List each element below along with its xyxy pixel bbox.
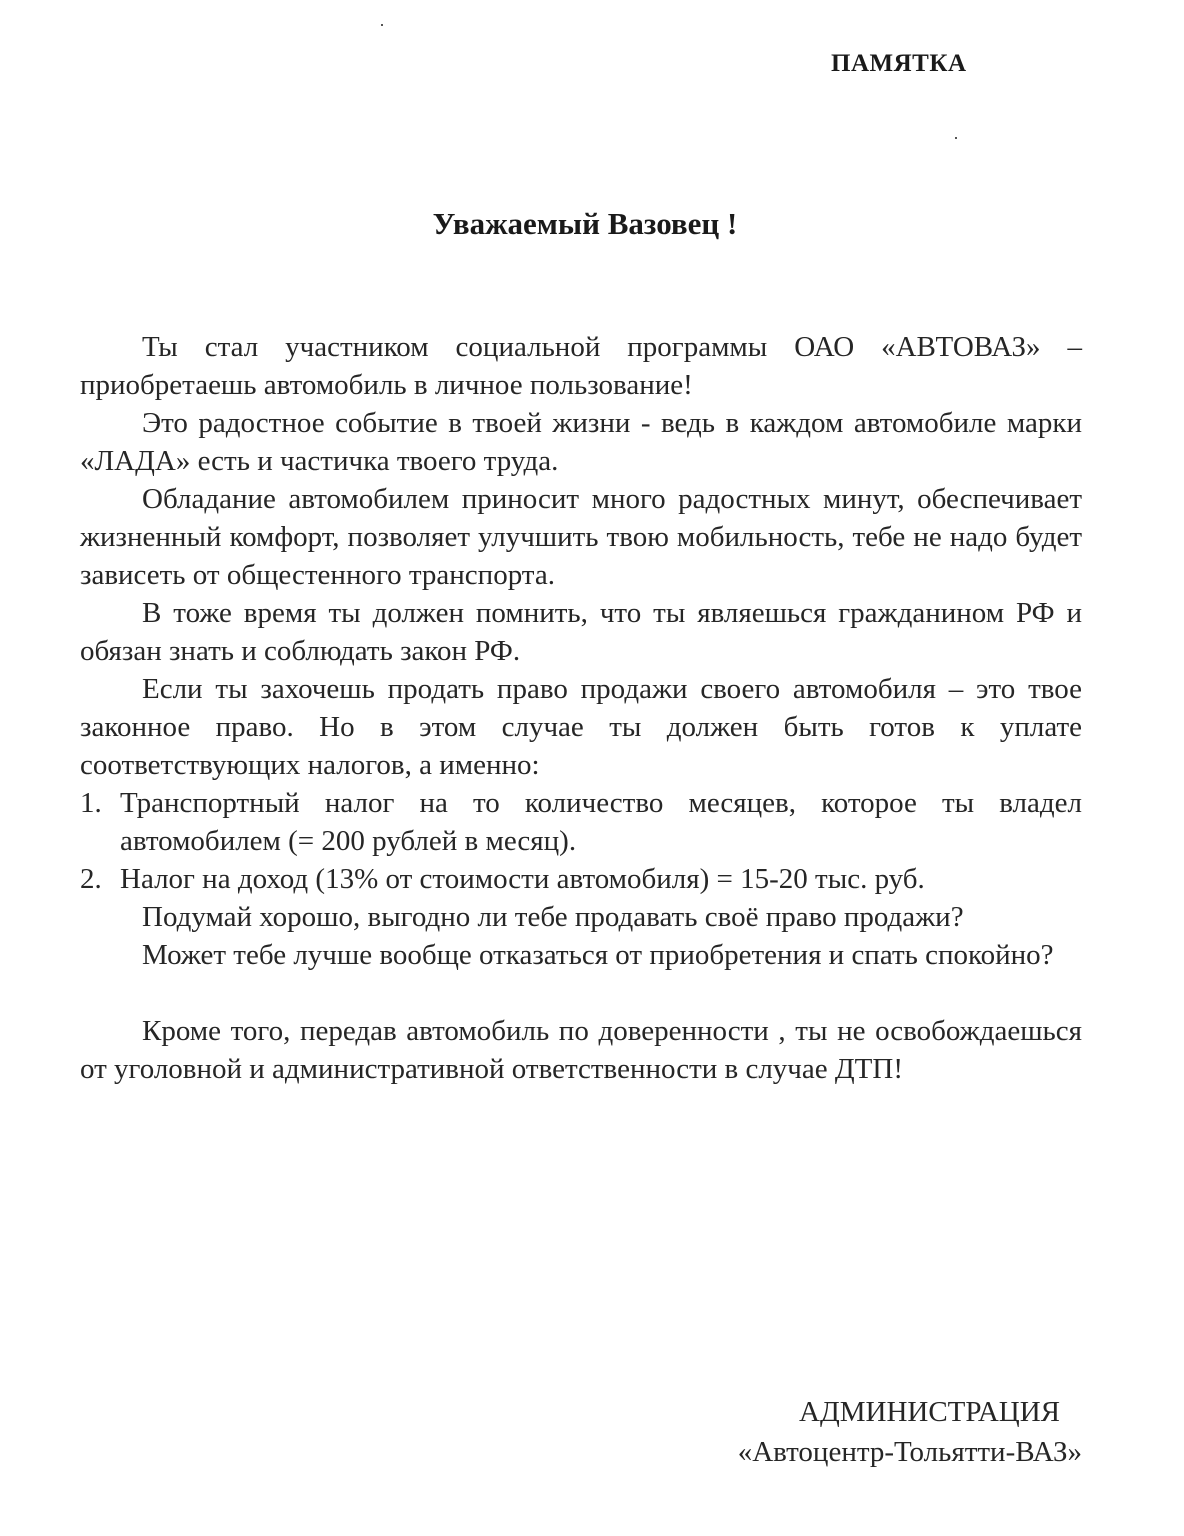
list-item-number: 1. <box>80 787 102 819</box>
paragraph-benefits: Обладание автомобилем приносит много радостных минут, обеспечивает жизненный комфорт, позволяет улучшить твою мобильность, тебе не надо будет зависеть от общестенного транспорта. <box>80 483 1082 591</box>
paragraph-refuse: Может тебе лучше вообще отказаться от приобретения и спать спокойно? <box>142 939 1054 971</box>
tax-list <box>80 784 1082 898</box>
signature-organization: «Автоцентр-Тольятти-ВАЗ» <box>737 1436 1082 1468</box>
paragraph-think: Подумай хорошо, выгодно ли тебе продавать своё право продажи? <box>142 901 964 933</box>
list-item <box>80 860 1082 898</box>
salutation-heading: Уважаемый Вазовец ! <box>432 206 738 241</box>
scan-speck <box>955 137 957 139</box>
list-item <box>80 784 1082 860</box>
signature-department: АДМИНИСТРАЦИЯ <box>799 1396 1060 1428</box>
paragraph-citizen: В тоже время ты должен помнить, что ты являешься гражданином РФ и обязан знать и соблюдать закон РФ. <box>80 597 1082 667</box>
scan-speck <box>381 24 383 26</box>
list-item-number: 2. <box>80 863 102 895</box>
document-type-heading: ПАМЯТКА <box>831 50 967 77</box>
paragraph-event: Это радостное событие в твоей жизни - ведь в каждом автомобиле марки «ЛАДА» есть и частичка твоего труда. <box>80 407 1082 477</box>
paragraph-sale-rights: Если ты захочешь продать право продажи своего автомобиля – это твое законное право. Но в этом случае ты должен быть готов к уплате соответствующих налогов, а именно: <box>80 673 1082 781</box>
list-item-text: Транспортный налог на то количество месяцев, которое ты владел автомобилем (= 200 рублей в месяц). <box>120 787 1082 857</box>
paragraph-program: Ты стал участником социальной программы ОАО «АВТОВАЗ» – приобретаешь автомобиль в личное пользование! <box>80 331 1082 401</box>
signature-block <box>738 1392 1082 1472</box>
letter-body <box>80 328 1082 1088</box>
paragraph-liability: Кроме того, передав автомобиль по доверенности , ты не освобождаешься от уголовной и административной ответственности в случае ДТП! <box>80 1015 1082 1085</box>
list-item-text: Налог на доход (13% от стоимости автомобиля) = 15-20 тыс. руб. <box>120 863 925 895</box>
